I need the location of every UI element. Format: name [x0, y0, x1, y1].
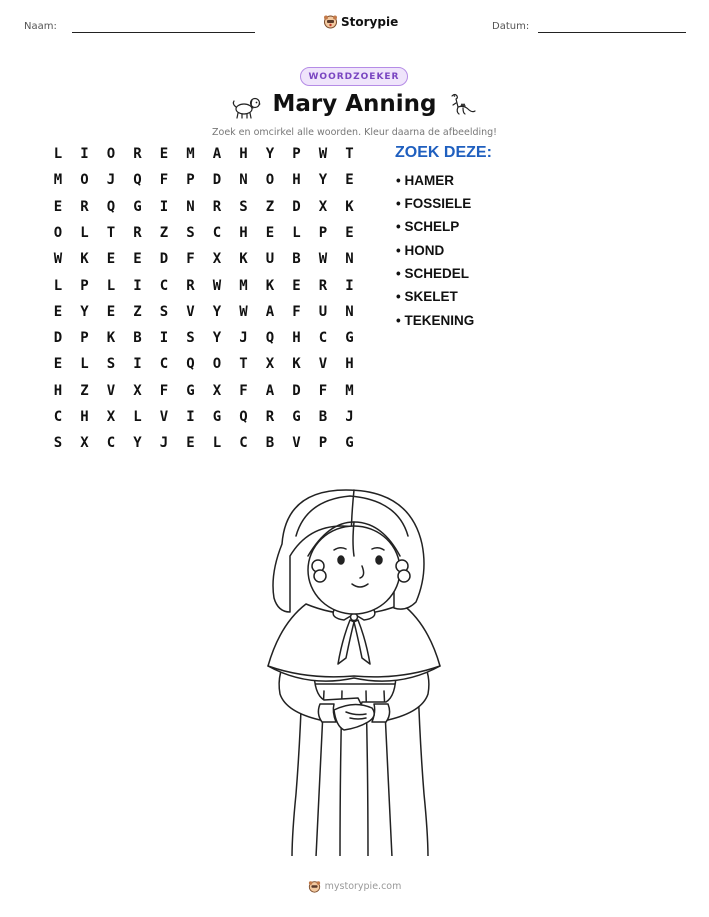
grid-letter[interactable]: F [186, 251, 195, 268]
word-list-item: • TEKENING [396, 313, 475, 328]
grid-letter[interactable]: Z [265, 198, 275, 215]
grid-letter[interactable]: Q [265, 330, 275, 347]
grid-letter[interactable]: L [212, 435, 222, 452]
word-list-item: • HOND [396, 243, 445, 258]
grid-letter[interactable]: H [292, 172, 301, 189]
grid-letter[interactable]: I [133, 356, 142, 373]
grid-letter[interactable]: C [159, 277, 169, 294]
grid-letter[interactable]: V [292, 435, 301, 452]
grid-letter[interactable]: X [212, 382, 222, 399]
grid-letter[interactable]: Y [80, 303, 89, 320]
grid-letter[interactable]: B [318, 409, 328, 425]
grid-letter[interactable]: O [265, 172, 275, 189]
date-line[interactable] [538, 32, 686, 33]
grid-letter[interactable]: X [318, 198, 328, 215]
grid-letter[interactable]: F [318, 382, 328, 399]
grid-letter[interactable]: O [106, 146, 116, 162]
grid-letter[interactable]: I [80, 146, 89, 162]
page-title: Mary Anning [272, 91, 437, 117]
grid-letter[interactable]: Y [265, 146, 275, 162]
grid-letter[interactable]: H [53, 382, 63, 399]
grid-letter[interactable]: P [318, 224, 328, 241]
grid-letter[interactable]: R [265, 409, 275, 425]
grid-letter[interactable]: E [345, 172, 354, 189]
grid-letter[interactable]: T [239, 356, 248, 373]
grid-letter[interactable]: Y [133, 435, 142, 452]
grid-letter[interactable]: V [159, 409, 169, 425]
grid-letter[interactable]: Q [186, 356, 195, 373]
grid-letter[interactable]: W [318, 251, 328, 268]
grid-letter[interactable]: G [212, 409, 222, 425]
grid-letter[interactable]: L [106, 277, 116, 294]
grid-letter[interactable]: R [133, 146, 142, 162]
grid-letter[interactable]: R [212, 198, 222, 215]
grid-letter[interactable]: L [292, 224, 301, 241]
grid-letter[interactable]: H [239, 146, 248, 162]
word-list-item: • SCHELP [396, 219, 460, 234]
word-list-heading: ZOEK DEZE: [395, 144, 492, 161]
worksheet-type-badge: WOORDZOEKER [300, 67, 408, 86]
grid-letter[interactable]: T [345, 146, 354, 162]
grid-letter[interactable]: N [239, 172, 248, 189]
grid-letter[interactable]: I [133, 277, 142, 294]
grid-letter[interactable]: R [80, 198, 89, 215]
grid-letter[interactable]: Q [239, 409, 248, 425]
grid-letter[interactable]: B [133, 330, 142, 347]
grid-letter[interactable]: C [318, 330, 328, 347]
brand [323, 14, 398, 29]
grid-letter[interactable]: R [133, 224, 142, 241]
word-list-item: • HAMER [396, 173, 454, 188]
grid-letter[interactable]: E [133, 251, 142, 268]
grid-letter[interactable]: Z [80, 382, 89, 399]
grid-letter[interactable]: W [212, 277, 222, 294]
grid-letter[interactable]: M [186, 146, 195, 162]
grid-letter[interactable]: C [212, 224, 222, 241]
name-line[interactable] [72, 32, 255, 33]
grid-letter[interactable]: X [80, 435, 89, 452]
grid-letter[interactable]: G [292, 409, 301, 425]
grid-letter[interactable]: S [239, 198, 248, 215]
grid-letter[interactable]: E [292, 277, 301, 294]
grid-letter[interactable]: F [239, 382, 248, 399]
grid-letter[interactable]: L [133, 409, 142, 425]
grid-letter[interactable]: Q [106, 198, 116, 215]
grid-letter[interactable]: B [265, 435, 275, 452]
grid-letter[interactable]: K [345, 198, 354, 215]
grid-letter[interactable]: C [53, 409, 63, 425]
grid-letter[interactable]: E [186, 435, 195, 452]
grid-letter[interactable]: C [159, 356, 169, 373]
grid-letter[interactable]: P [292, 146, 301, 162]
grid-letter[interactable]: L [80, 224, 89, 241]
grid-letter[interactable]: E [53, 303, 63, 320]
grid-letter[interactable]: X [106, 409, 116, 425]
grid-letter[interactable]: W [53, 251, 63, 268]
dinosaur-icon [446, 90, 476, 120]
grid-letter[interactable]: P [80, 277, 89, 294]
grid-letter[interactable]: Z [133, 303, 142, 320]
word-list-item: • SKELET [396, 289, 458, 304]
grid-letter[interactable]: W [239, 303, 248, 320]
name-label: Naam: [24, 21, 57, 32]
grid-letter[interactable]: Y [318, 172, 328, 189]
grid-letter[interactable]: T [106, 224, 116, 241]
storypie-logo-icon [308, 880, 321, 893]
grid-letter[interactable]: R [186, 277, 195, 294]
grid-letter[interactable]: X [212, 251, 222, 268]
grid-letter[interactable]: M [345, 382, 354, 399]
grid-letter[interactable]: K [80, 251, 89, 268]
grid-letter[interactable]: O [53, 224, 63, 241]
grid-letter[interactable]: D [53, 330, 63, 347]
grid-letter[interactable]: I [159, 330, 169, 347]
grid-letter[interactable]: E [345, 224, 354, 241]
grid-letter[interactable]: P [318, 435, 328, 452]
grid-letter[interactable]: E [53, 356, 63, 373]
grid-letter[interactable]: I [186, 409, 195, 425]
grid-letter[interactable]: M [239, 277, 248, 294]
storypie-logo-icon [323, 14, 338, 29]
grid-letter[interactable]: D [159, 251, 169, 268]
grid-letter[interactable]: I [159, 198, 169, 215]
grid-letter[interactable]: A [265, 303, 275, 320]
word-list-item: • FOSSIELE [396, 196, 472, 211]
grid-letter[interactable]: N [345, 251, 354, 268]
footer [0, 880, 709, 893]
grid-letter[interactable]: F [159, 382, 169, 399]
grid-letter[interactable]: P [80, 330, 89, 347]
grid-letter[interactable]: G [345, 435, 354, 452]
grid-letter[interactable]: I [345, 277, 354, 294]
grid-letter[interactable]: N [186, 198, 195, 215]
grid-letter[interactable]: G [345, 330, 354, 347]
grid-letter[interactable]: C [106, 435, 116, 452]
grid-letter[interactable]: O [80, 172, 89, 189]
grid-letter[interactable]: U [318, 303, 328, 320]
grid-letter[interactable]: S [106, 356, 116, 373]
date-label: Datum: [492, 21, 530, 32]
grid-letter[interactable]: E [265, 224, 275, 241]
grid-letter[interactable]: G [186, 382, 195, 399]
grid-letter[interactable]: L [80, 356, 89, 373]
instructions: Zoek en omcirkel alle woorden. Kleur daarna de afbeelding! [212, 127, 497, 138]
grid-letter[interactable]: A [212, 146, 222, 162]
grid-letter[interactable]: D [292, 198, 301, 215]
grid-letter[interactable]: K [292, 356, 301, 373]
grid-letter[interactable]: L [53, 146, 63, 162]
grid-letter[interactable]: V [186, 303, 195, 320]
grid-letter[interactable]: K [106, 330, 116, 347]
grid-letter[interactable]: J [106, 172, 116, 189]
grid-letter[interactable]: A [265, 382, 275, 399]
grid-letter[interactable]: N [345, 303, 354, 320]
grid-letter[interactable]: O [212, 356, 222, 373]
word-list-item: • SCHEDEL [396, 266, 469, 281]
grid-letter[interactable]: X [265, 356, 275, 373]
grid-letter[interactable]: S [186, 330, 195, 347]
grid-letter[interactable]: P [186, 172, 195, 189]
grid-letter[interactable]: L [53, 277, 63, 294]
grid-letter[interactable]: S [159, 303, 169, 320]
illustration-mary-anning [262, 486, 446, 856]
grid-letter[interactable]: S [53, 435, 63, 452]
grid-letter[interactable]: D [212, 172, 222, 189]
grid-letter[interactable]: J [239, 330, 248, 347]
grid-letter[interactable]: D [292, 382, 301, 399]
brand-name: Storypie [341, 14, 399, 29]
grid-letter[interactable]: B [292, 251, 301, 268]
grid-letter[interactable]: V [106, 382, 116, 399]
grid-letter[interactable]: M [53, 172, 63, 189]
footer-url[interactable]: mystorypie.com [324, 881, 402, 892]
grid-letter[interactable]: E [53, 198, 63, 215]
grid-letter[interactable]: J [345, 409, 354, 425]
grid-letter[interactable]: X [133, 382, 142, 399]
grid-letter[interactable]: Q [133, 172, 142, 189]
grid-letter[interactable]: H [292, 330, 301, 347]
grid-letter[interactable]: K [265, 277, 275, 294]
grid-letter[interactable]: H [80, 409, 89, 425]
grid-letter[interactable]: C [239, 435, 248, 452]
grid-letter[interactable]: E [106, 303, 116, 320]
grid-letter[interactable]: Y [212, 303, 222, 320]
grid-letter[interactable]: Z [159, 224, 169, 241]
grid-letter[interactable]: H [239, 224, 248, 241]
grid-letter[interactable]: G [133, 198, 142, 215]
grid-letter[interactable]: F [292, 303, 301, 320]
grid-letter[interactable]: H [345, 356, 354, 373]
grid-letter[interactable]: F [159, 172, 169, 189]
grid-letter[interactable]: R [318, 277, 328, 294]
grid-letter[interactable]: K [239, 251, 248, 268]
grid-letter[interactable]: S [186, 224, 195, 241]
grid-letter[interactable]: V [318, 356, 328, 373]
grid-letter[interactable]: U [265, 251, 275, 268]
grid-letter[interactable]: E [106, 251, 116, 268]
grid-letter[interactable]: Y [212, 330, 222, 347]
grid-letter[interactable]: W [318, 146, 328, 162]
grid-letter[interactable]: J [159, 435, 169, 452]
grid-letter[interactable]: E [159, 146, 169, 162]
